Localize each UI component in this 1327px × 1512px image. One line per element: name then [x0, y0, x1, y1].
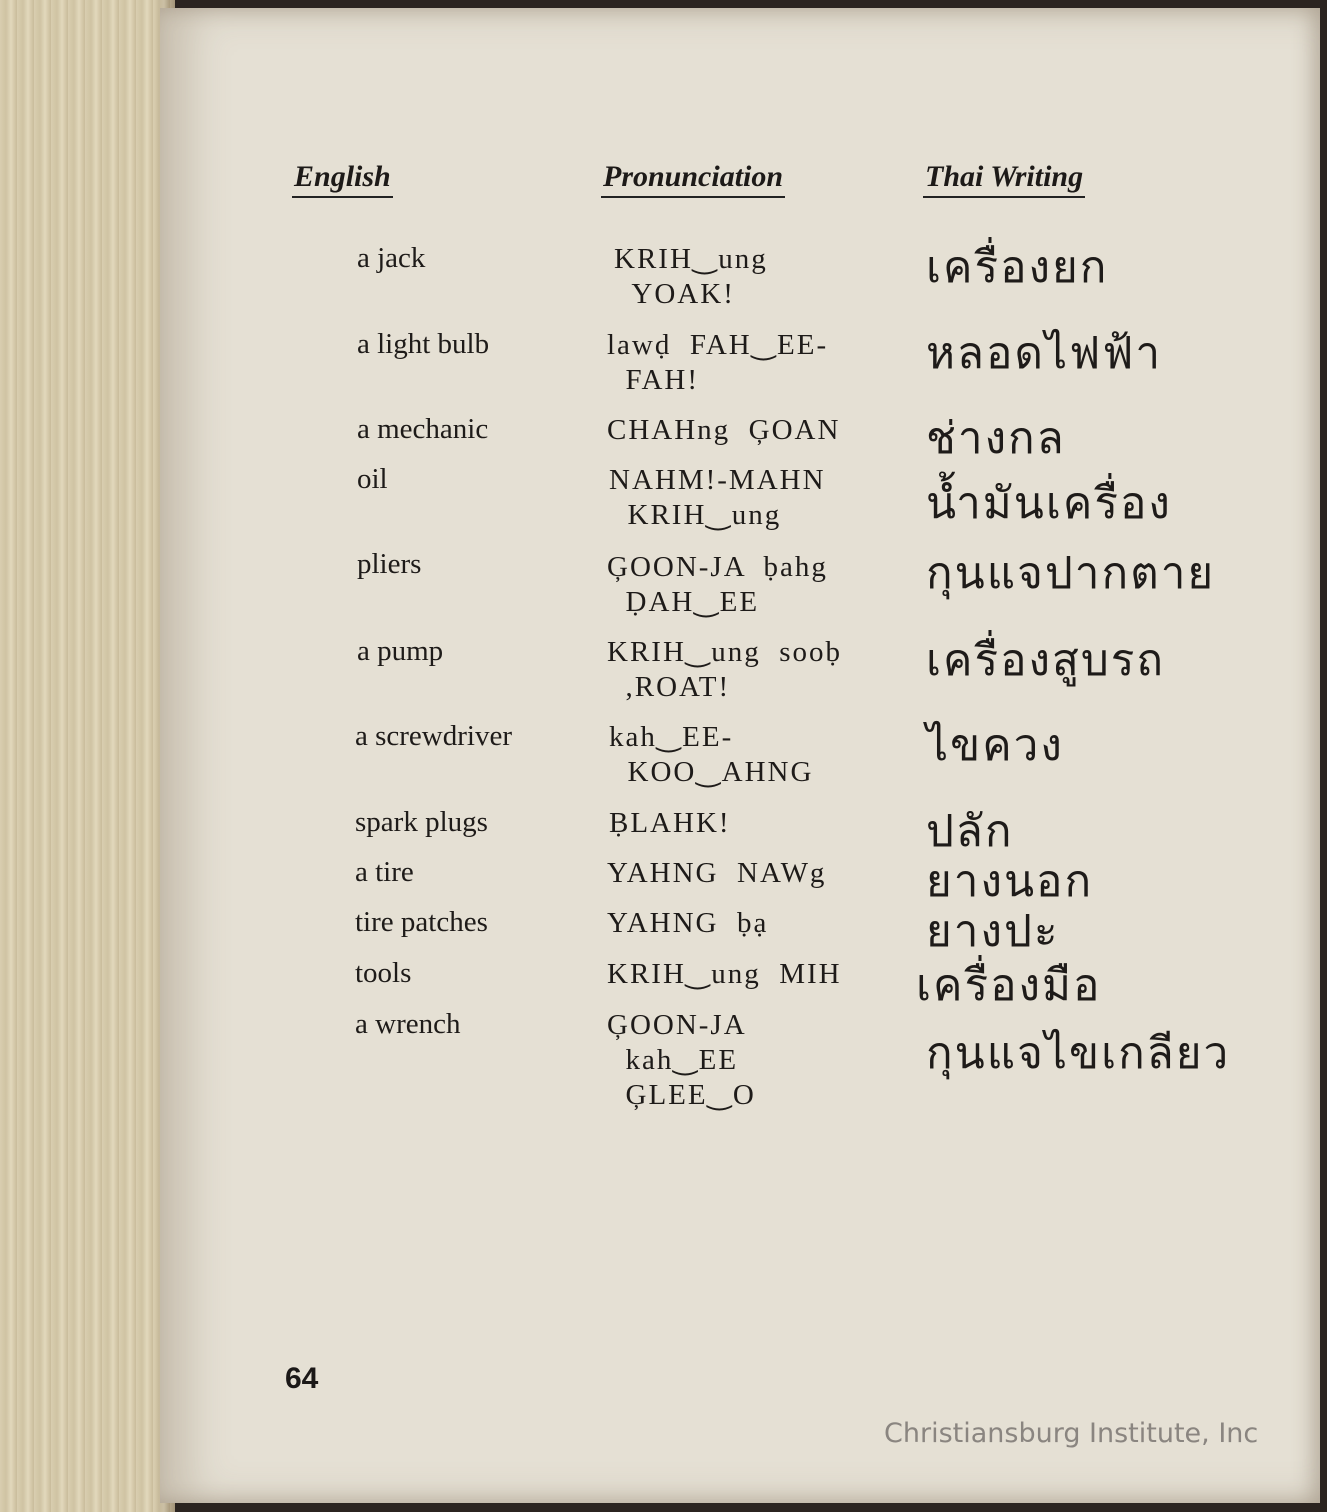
row-6-english: a screwdriver [355, 720, 512, 752]
header-english: English [292, 158, 393, 198]
row-6-pronunciation: kah‿EE- KOO‿AHNG [609, 721, 814, 788]
row-0-thai: เครื่องยก [926, 242, 1109, 293]
row-0-pronunciation: KRIH‿ung YOAK! [614, 243, 768, 310]
header-pronunciation: Pronunciation [601, 158, 785, 198]
row-3-english: oil [357, 463, 388, 495]
page-number: 64 [285, 1362, 319, 1395]
row-11-pronunciation: ĢOON-JA kah‿EE ĢLEE‿O [607, 1009, 756, 1111]
header-thai-writing: Thai Writing [923, 158, 1085, 198]
row-10-thai: เครื่องมือ [916, 960, 1102, 1011]
row-11-thai: กุนแจไขเกลียว [926, 1028, 1231, 1079]
row-4-english: pliers [357, 548, 422, 580]
row-0-english: a jack [357, 242, 426, 274]
row-7-english: spark plugs [355, 806, 488, 838]
row-8-english: a tire [355, 856, 414, 888]
row-10-english: tools [355, 957, 412, 989]
row-1-pronunciation: lawḍ FAH‿EE- FAH! [607, 329, 829, 396]
row-2-thai: ช่างกล [926, 413, 1066, 464]
watermark: Christiansburg Institute, Inc [884, 1418, 1259, 1449]
row-3-pronunciation: NAHM!-MAHN KRIH‿ung [609, 464, 826, 531]
row-2-pronunciation: CHAHng ĢOAN [607, 414, 841, 446]
row-8-thai: ยางนอก [926, 856, 1094, 907]
row-3-thai: น้ำมันเครื่อง [926, 478, 1172, 529]
row-8-pronunciation: YAHNG NAWg [607, 857, 827, 889]
row-5-pronunciation: KRIH‿ung sooḅ ,ROAT! [607, 636, 842, 703]
row-4-pronunciation: ĢOON-JA ḅahg ḌAH‿EE [607, 551, 828, 618]
row-9-pronunciation: YAHNG ḅạ [607, 907, 769, 939]
row-6-thai: ไขควง [926, 720, 1064, 771]
row-5-english: a pump [357, 635, 444, 667]
row-1-english: a light bulb [357, 328, 490, 360]
row-10-pronunciation: KRIH‿ung MIH [607, 958, 842, 990]
row-9-thai: ยางปะ [926, 906, 1060, 957]
row-9-english: tire patches [355, 906, 488, 938]
row-4-thai: กุนแจปากตาย [926, 548, 1216, 599]
row-7-pronunciation: ḄLAHK! [609, 807, 731, 839]
row-2-english: a mechanic [357, 413, 489, 445]
row-1-thai: หลอดไฟฟ้า [926, 328, 1163, 379]
page-edges [0, 0, 175, 1512]
row-11-english: a wrench [355, 1008, 461, 1040]
row-5-thai: เครื่องสูบรถ [926, 635, 1166, 686]
row-7-thai: ปลัก [926, 806, 1014, 857]
